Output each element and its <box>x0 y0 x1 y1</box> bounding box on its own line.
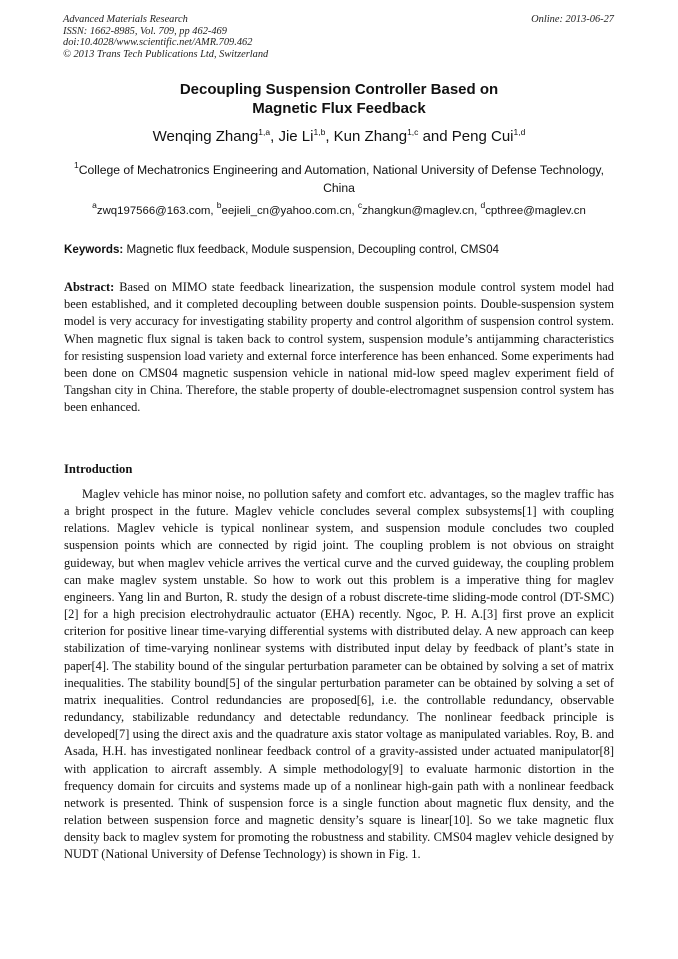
keywords-label: Keywords: <box>64 243 124 256</box>
affiliation <box>63 161 615 197</box>
abstract-text: Based on MIMO state feedback linearization, the suspension module control system model had been established, and it completed decoupling between double suspension points. Double-suspension system model is very accuracy for investigating stability property and control algorithm of suspension control system. When magnetic flux signal is taken back to control system, suspension module’s antijamming characteristics for resisting suspension load variety and external force interference has been enhanced. Some experiments had been done on CMS04 magnetic suspension vehicle in national mid-low speed maglev experiment field of Tangshan city in China. Therefore, the stable property of double-electromagnet suspension control system has been enhanced. <box>64 280 614 415</box>
email-address: cpthree@maglev.cn <box>485 205 586 217</box>
copyright-line: © 2013 Trans Tech Publications Ltd, Switzerland <box>63 48 269 60</box>
author-name: Peng Cui <box>451 128 514 145</box>
email-address: zwq197566@163.com <box>96 205 211 217</box>
email-mark: c <box>357 200 363 210</box>
title-line-1: Decoupling Suspension Controller Based on <box>179 81 499 98</box>
email-mark: b <box>216 200 222 210</box>
email-separator: , <box>210 205 217 217</box>
paper-title <box>60 80 618 118</box>
journal-name: Advanced Materials Research <box>63 14 188 25</box>
email-address: zhangkun@maglev.cn <box>362 205 475 217</box>
author-separator: , <box>325 128 334 145</box>
email-separator: , <box>351 205 358 217</box>
email-mark: a <box>92 200 97 210</box>
email-list <box>40 200 638 219</box>
keywords <box>64 242 616 257</box>
doi-line: doi:10.4028/www.scientific.net/AMR.709.462 <box>63 37 253 49</box>
author-name: Wenqing Zhang <box>152 128 259 145</box>
abstract <box>64 279 614 417</box>
affiliation-mark: 1 <box>73 160 79 170</box>
author-list <box>40 128 638 146</box>
email-separator: , <box>474 205 481 217</box>
title-line-2: Magnetic Flux Feedback <box>252 100 426 117</box>
introduction-paragraph: Maglev vehicle has minor noise, no pollution safety and comfort etc. advantages, so the maglev traffic has a bright prospect in the future. Maglev vehicle concludes several complex subsystems[1] with coupling relations. Maglev vehicle is typical nonlinear system, and suspension module concludes two coupled suspension points which are connected by rigid joint. The coupling problem is not obvious on straight guideway, but when maglev vehicle arrives the vertical curve and the curved guideway, the coupling problem can make maglev system unstable. So how to work out this problem is a imperative thing for maglev engineers. Yang lin and Burton, R. study the design of a robust discrete-time sliding-mode control (DT-SMC)[2] for a high precision electrohydraulic actuator (EHA) recently. Ngoc, P. H. A.[3] first prove an explicit criterion for positive linear time-varying differential systems with distributed delay. A new approach can keep stabilization of time-varying nonlinear systems with distributed input delay by feedback of plant’s state in paper[4]. The stability bound of the singular perturbation parameter can be obtained by solving a set of matrix inequalities. The stability bound[5] of the singular perturbation parameter can be obtained by solving a set of matrix inequalities. Control redundancies are proposed[6], i.e. the controllable redundancy, observable redundancy, stabilizable redundancy and detectable redundancy. The nonlinear feedback principle is developed[7] using the direct axis and the quadrature axis stator voltage as manipulated variables. Roy, B. and Asada, H.H. has investigated nonlinear feedback control of a gravity-assisted under actuated manipulator[8] with application to aircraft assembly. A simple methodology[9] to evaluate harmonic distortion in the frequency domain for circuits and systems made up of a nonlinear high-gain path with a nonlinear feedback network is presented. Think of suspension force is a single function about magnetic flux density, and the relation between suspension force and magnetic density’s square is linear[10]. So we take magnetic flux density back to maglev system for promoting the robustness and stability. CMS04 maglev vehicle designed by NUDT (National University of Defense Technology) is shown in Fig. 1. <box>64 487 614 862</box>
email-mark: d <box>480 200 486 210</box>
issn-line: ISSN: 1662-8985, Vol. 709, pp 462-469 <box>63 25 227 37</box>
affiliation-line-2: China <box>323 181 355 195</box>
affiliation-line-1: College of Mechatronics Engineering and Automation, National University of Defense Technology, <box>78 163 604 177</box>
section-heading-introduction: Introduction <box>64 462 133 476</box>
keywords-text: Magnetic flux feedback, Module suspension, Decoupling control, CMS04 <box>123 243 499 256</box>
email-address: eejieli_cn@yahoo.com.cn <box>221 205 352 217</box>
author-affiliation-mark: 1,c <box>407 127 419 137</box>
abstract-label: Abstract: <box>64 280 115 294</box>
author-affiliation-mark: 1,b <box>313 127 326 137</box>
author-name: Kun Zhang <box>333 128 408 145</box>
author-separator: and <box>418 128 452 145</box>
author-separator: , <box>270 128 279 145</box>
author-name: Jie Li <box>278 128 314 145</box>
author-affiliation-mark: 1,a <box>258 127 271 137</box>
author-affiliation-mark: 1,d <box>513 127 526 137</box>
online-date: Online: 2013-06-27 <box>531 14 614 25</box>
journal-header <box>63 14 268 60</box>
